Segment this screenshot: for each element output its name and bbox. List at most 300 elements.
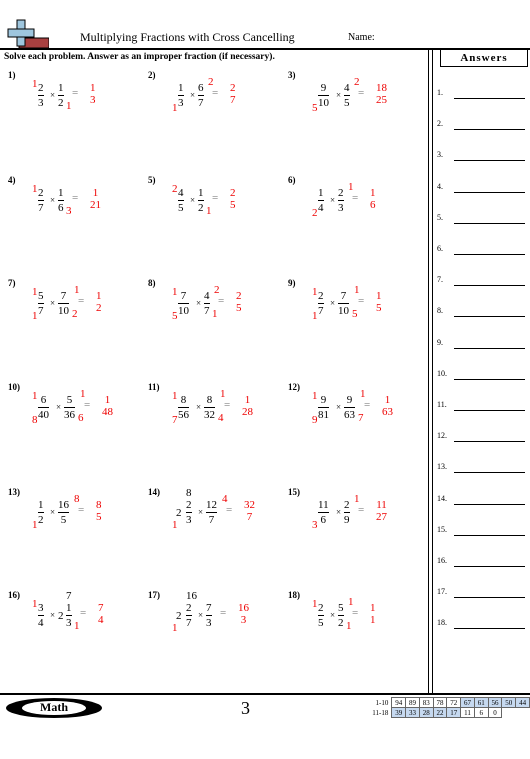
problem-number: 4) [8,175,16,185]
answer-number: 8. [437,306,443,316]
denominator: 7 [38,202,44,214]
numerator: 7 [60,290,67,302]
answer-numerator: 8 [96,499,102,511]
answer-fraction [90,82,96,106]
answer-fraction [90,187,101,211]
fraction [38,499,44,526]
equals-sign: = [78,504,85,516]
fraction [58,290,69,317]
numerator: 2 [318,290,324,302]
equals-sign: = [226,504,233,516]
answer-fraction [370,602,376,626]
answer-number: 2. [437,119,443,129]
answer-line[interactable] [454,410,525,411]
answer-fraction [242,394,253,418]
numerator: 2 [186,602,192,614]
answer-number: 5. [437,212,443,222]
problem-number: 14) [148,487,160,497]
answer-number: 17. [437,587,447,597]
numerator: 6 [40,394,47,406]
answer-row [437,618,527,632]
denominator: 56 [178,409,189,421]
problem [288,70,418,130]
denominator: 3 [66,617,72,629]
equals-sign: = [358,87,365,99]
cancel-mark: 1 [348,596,354,608]
answer-row [437,119,527,133]
cancel-mark: 4 [218,412,224,424]
numerator: 1 [58,82,64,94]
cancel-mark: 8 [74,493,80,505]
times-sign: × [330,610,336,620]
answer-number: 11. [437,400,447,409]
answers-heading: Answers [440,50,528,67]
cancel-mark: 1 [172,622,178,634]
score-cell: 67 [461,698,475,708]
equals-sign: = [224,399,231,411]
fraction [318,187,324,214]
fraction [206,602,212,629]
cancel-mark: 2 [312,207,318,219]
fraction-bar [178,95,184,96]
numerator: 4 [344,82,350,94]
times-sign: × [330,195,336,205]
fraction [58,499,69,526]
fraction [318,290,324,317]
denominator: 7 [198,97,204,109]
answer-row [437,338,527,352]
answer-row [437,556,527,570]
problem [148,382,278,442]
denominator: 10 [318,97,329,109]
denominator: 9 [344,514,350,526]
answer-numerator: 18 [376,82,387,94]
fraction [178,82,184,109]
numerator: 6 [198,82,204,94]
answer-number: 12. [437,431,447,441]
answer-numerator: 1 [370,187,376,199]
answer-number: 4. [437,181,443,191]
problem-number: 18) [288,590,300,600]
fraction [344,82,350,109]
plus-logo-icon [5,18,49,50]
problem [8,278,138,338]
answer-number: 15. [437,524,447,534]
answer-denominator: 21 [90,199,101,211]
answer-denominator: 5 [96,511,102,523]
denominator: 7 [318,305,324,317]
denominator: 5 [344,97,350,109]
divider [432,50,433,694]
page-number: 3 [241,698,250,718]
answer-number: 6. [437,244,443,253]
problem-number: 15) [288,487,300,497]
times-sign: × [56,402,62,412]
denominator: 3 [38,97,44,109]
fraction-bar [344,512,350,513]
answer-fraction [236,290,242,314]
fraction-bar [318,407,329,408]
cancel-mark: 1 [360,388,366,400]
fraction [318,602,324,629]
denominator: 4 [318,202,324,214]
equals-sign: = [80,607,87,619]
fraction-bar [318,615,324,616]
fraction [206,499,217,526]
numerator: 5 [66,394,73,406]
answer-fraction [376,290,382,314]
answer-number: 14. [437,493,447,503]
cancel-mark: 1 [312,390,318,402]
answer-denominator: 1 [370,614,376,626]
answer-row [437,150,527,164]
answer-line[interactable] [454,254,525,255]
score-cell: 17 [447,708,461,718]
answer-line[interactable] [454,535,525,536]
denominator: 10 [178,305,189,317]
answer-numerator: 1 [96,290,102,302]
fraction [198,187,204,214]
footer-rule [0,693,530,695]
times-sign: × [190,195,196,205]
answer-numerator: 2 [236,290,242,302]
score-cell: 78 [433,698,447,708]
fraction [318,82,329,109]
fraction-bar [204,303,210,304]
answer-fraction [244,499,255,523]
answer-denominator: 3 [90,94,96,106]
answer-line[interactable] [454,566,525,567]
fraction-bar [58,512,69,513]
problem-number: 12) [288,382,300,392]
fraction-bar [38,303,44,304]
equals-sign: = [220,607,227,619]
fraction-bar [318,200,324,201]
numerator: 8 [180,394,187,406]
problem [288,590,418,650]
cancel-mark: 1 [348,181,354,193]
answer-row [437,306,527,320]
cancel-mark: 1 [212,308,218,320]
answer-denominator: 4 [98,614,104,626]
answer-numerator: 16 [238,602,249,614]
denominator: 5 [60,514,67,526]
problem-number: 7) [8,278,16,288]
numerator: 1 [178,82,184,94]
numerator: 1 [318,187,324,199]
fraction [344,499,350,526]
answer-row [437,587,527,601]
times-sign: × [330,298,336,308]
answer-line[interactable] [454,192,525,193]
fraction-bar [66,615,72,616]
answer-fraction [98,602,104,626]
fraction [38,602,44,629]
equals-sign: = [72,87,79,99]
answer-denominator: 63 [382,406,393,418]
denominator: 81 [318,409,329,421]
score-cell: 39 [392,708,406,718]
fraction [338,187,344,214]
fraction-bar [186,512,192,513]
numerator: 7 [206,602,212,614]
answer-line[interactable] [454,285,525,286]
problem-number: 6) [288,175,296,185]
answer-line[interactable] [454,472,525,473]
problem-number: 5) [148,175,156,185]
math-badge-label: Math [40,700,68,714]
score-cell: 44 [516,698,530,708]
answer-line[interactable] [454,98,525,99]
answer-fraction [238,602,249,626]
answer-denominator: 5 [230,199,236,211]
problem [288,278,418,338]
answer-line[interactable] [454,348,525,349]
answer-denominator: 6 [370,199,376,211]
cancel-mark: 1 [172,286,178,298]
equals-sign: = [218,295,225,307]
answer-numerator: 1 [370,602,376,614]
fraction-bar [38,512,44,513]
cancel-mark: 1 [80,388,86,400]
answer-row [437,182,527,196]
answer-numerator: 32 [244,499,255,511]
problem [8,70,138,130]
denominator: 6 [320,514,327,526]
fraction [186,602,192,629]
problem-number: 10) [8,382,20,392]
fraction [64,394,75,421]
denominator: 63 [344,409,355,421]
numerator: 9 [320,82,327,94]
answer-line[interactable] [454,628,525,629]
answer-denominator: 3 [240,614,247,626]
cancel-mark: 4 [222,493,228,505]
answer-fraction [96,499,102,523]
times-sign: × [336,507,342,517]
fraction [204,394,215,421]
answer-line[interactable] [454,223,525,224]
score-cell: 72 [447,698,461,708]
answer-denominator: 27 [376,511,387,523]
fraction-bar [344,95,350,96]
denominator: 2 [338,617,344,629]
fraction [66,602,72,629]
numerator: 1 [66,602,72,614]
denominator: 7 [186,617,192,629]
answer-numerator: 2 [230,82,236,94]
answer-line[interactable] [454,379,525,380]
score-row-label: 1-10 [375,698,389,707]
denominator: 10 [58,305,69,317]
score-cell: 28 [419,708,433,718]
cancel-mark: 5 [352,308,358,320]
cancel-mark: 1 [206,205,212,217]
cancel-mark: 1 [312,598,318,610]
score-cell: 83 [419,698,433,708]
answer-denominator: 5 [236,302,242,314]
numerator: 9 [346,394,353,406]
answer-line[interactable] [454,129,525,130]
cancel-mark: 2 [214,284,220,296]
answer-number: 3. [437,150,443,160]
cancel-mark: 1 [220,388,226,400]
answer-denominator: 48 [102,406,113,418]
answer-fraction [102,394,113,418]
equals-sign: = [358,504,365,516]
problem [148,487,278,547]
answer-numerator: 1 [376,290,382,302]
whole-number: 2 [176,610,182,622]
answer-number: 1. [437,88,443,97]
problem-number: 17) [148,590,160,600]
cancel-mark: 1 [32,598,38,610]
problem [148,590,278,650]
score-cell: 33 [406,708,420,718]
problem [8,487,138,547]
fraction [38,394,49,421]
answer-line[interactable] [454,441,525,442]
fraction-bar [58,200,64,201]
fraction-bar [38,615,44,616]
numerator: 1 [198,187,204,199]
answer-number: 7. [437,275,443,285]
denominator: 7 [38,305,44,317]
divider [428,50,429,694]
problem-number: 11) [148,382,160,392]
fraction [38,290,44,317]
fraction-bar [318,512,329,513]
answer-denominator: 25 [376,94,387,106]
answer-row [437,275,527,289]
answer-numerator: 1 [104,394,111,406]
cancel-mark: 1 [32,390,38,402]
answer-denominator: 28 [242,406,253,418]
numerator: 9 [320,394,327,406]
equals-sign: = [212,87,219,99]
answer-row [437,369,527,383]
numerator: 8 [206,394,213,406]
times-sign: × [50,610,56,620]
answer-line[interactable] [454,160,525,161]
fraction [178,187,184,214]
cancel-mark: 1 [66,100,72,112]
fraction-bar [38,95,44,96]
answer-fraction [96,290,102,314]
cancel-mark: 2 [208,76,214,88]
answer-numerator: 2 [230,187,236,199]
answer-denominator: 5 [376,302,382,314]
fraction-bar [206,512,217,513]
cancel-mark: 2 [172,183,178,195]
answer-fraction [376,499,387,523]
cancel-mark: 1 [312,286,318,298]
fraction [338,290,349,317]
score-cell: 6 [474,708,488,718]
fraction [204,290,210,317]
numerator: 5 [38,290,44,302]
numerator: 2 [38,82,44,94]
answer-row [437,244,527,258]
instructions: Solve each problem. Answer as an improper fraction (if necessary). [4,52,275,62]
answer-number: 13. [437,462,447,472]
answer-row [437,494,527,508]
numerator: 12 [206,499,217,511]
improper-numerator: 7 [66,590,72,602]
score-cell: 56 [488,698,502,708]
denominator: 40 [38,409,49,421]
fraction [186,499,192,526]
cancel-mark: 1 [32,183,38,195]
answer-numerator: 1 [92,187,99,199]
whole-number: 2 [176,507,182,519]
cancel-mark: 5 [312,102,318,114]
fraction-bar [38,200,44,201]
numerator: 2 [338,187,344,199]
score-cell: 61 [474,698,488,708]
fraction [58,187,64,214]
denominator: 3 [186,514,192,526]
fraction [38,187,44,214]
answer-numerator: 1 [384,394,391,406]
times-sign: × [50,298,56,308]
answer-line[interactable] [454,597,525,598]
score-table [370,697,530,718]
name-label: Name: [348,32,375,43]
answer-numerator: 1 [90,82,96,94]
fraction-bar [58,95,64,96]
answer-row [437,462,527,476]
fraction [178,394,189,421]
problem [148,278,278,338]
answer-row [437,213,527,227]
score-cell: 22 [433,708,447,718]
cancel-mark: 7 [172,414,178,426]
denominator: 5 [178,202,184,214]
times-sign: × [198,610,204,620]
numerator: 2 [186,499,192,511]
cancel-mark: 3 [312,519,318,531]
answer-fraction [230,82,236,106]
fraction [178,290,189,317]
cancel-mark: 1 [32,310,38,322]
problem-number: 8) [148,278,156,288]
cancel-mark: 1 [172,519,178,531]
denominator: 2 [58,97,64,109]
answer-line[interactable] [454,504,525,505]
numerator: 5 [338,602,344,614]
cancel-mark: 2 [72,308,78,320]
answer-row [437,400,527,414]
score-cell: 11 [461,708,475,718]
fraction [58,82,64,109]
answer-number: 18. [437,618,447,628]
numerator: 3 [38,602,44,614]
fraction-bar [344,407,355,408]
denominator: 10 [338,305,349,317]
answer-line[interactable] [454,316,525,317]
problem [148,175,278,235]
answer-numerator: 11 [376,499,387,511]
whole-number: 2 [58,610,64,622]
denominator: 7 [208,514,215,526]
fraction-bar [338,615,344,616]
fraction-bar [58,303,69,304]
problem-number: 3) [288,70,296,80]
times-sign: × [196,402,202,412]
answer-numerator: 7 [98,602,104,614]
cancel-mark: 2 [354,76,360,88]
